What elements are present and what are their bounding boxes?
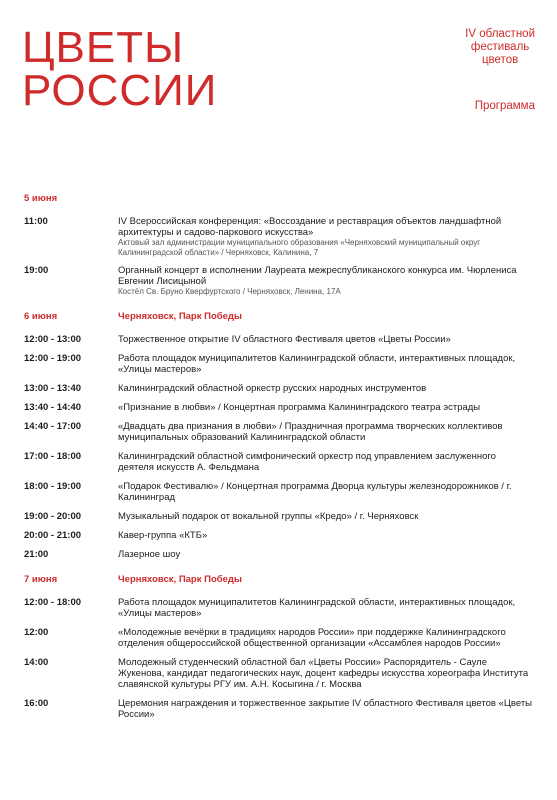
event-row: [24, 421, 534, 443]
event-title: Лазерное шоу: [118, 548, 181, 560]
logo-line-1: ЦВЕТЫ: [22, 23, 185, 72]
event-row: [24, 511, 534, 522]
event-row: [24, 334, 534, 345]
event-title: Работа площадок муниципалитетов Калининградской области, интерактивных площадок, «Улицы мастеров»: [118, 352, 516, 375]
event-time: 12:00 - 13:00: [24, 333, 82, 345]
event-time: 12:00 - 18:00: [24, 596, 82, 608]
event-row: [24, 383, 534, 394]
event-venue: Актовый зал администрации муниципального образования «Черняховский муниципальный округ Калининградской области» / Черняховск, Калинина, 7: [118, 238, 481, 257]
event-row: [24, 627, 534, 649]
event-venue: Костёл Св. Бруно Кверфуртского / Черняховск, Ленина, 17А: [118, 287, 341, 296]
festival-line-3: цветов: [481, 54, 519, 66]
event-row: [24, 216, 534, 257]
festival-line-1: IV областной: [465, 28, 535, 40]
event-row: [24, 530, 534, 541]
event-time: 19:00 - 20:00: [24, 510, 82, 522]
event-row: [24, 481, 534, 503]
event-title: «Двадцать два признания в любви» / Праздничная программа творческих коллективов муниципальных образований Калининградской области: [118, 420, 503, 443]
event-time: 16:00: [24, 697, 49, 709]
event-row: [24, 549, 534, 560]
program-label: Программа: [474, 100, 535, 112]
schedule: [24, 193, 534, 728]
event-time: 17:00 - 18:00: [24, 450, 82, 462]
event-title: Молодежный студенческий областной бал «Цветы России» Распорядитель - Сауле Жукенова, кандидат педагогических наук, доцент кафедры искусства хореографа Института славянской культуры РГУ им. А.Н. Косыгина / г. Москва: [118, 656, 529, 690]
day-header: [24, 574, 534, 585]
day-place: Черняховск, Парк Победы: [118, 573, 243, 585]
event-title: Торжественное открытие IV областного Фестиваля цветов «Цветы России»: [118, 333, 451, 345]
event-time: 21:00: [24, 548, 49, 560]
logo-line-2: РОССИИ: [22, 66, 218, 115]
event-time: 13:00 - 13:40: [24, 382, 82, 394]
event-row: [24, 265, 534, 297]
event-title: Органный концерт в исполнении Лауреата межреспубликанского конкурса им. Чюрлениса Евгении Лисицыной: [118, 265, 517, 287]
event-row: [24, 353, 534, 375]
event-time: 12:00 - 19:00: [24, 352, 82, 364]
event-time: 14:40 - 17:00: [24, 420, 82, 432]
event-title: Калининградский областной оркестр русских народных инструментов: [118, 382, 427, 394]
event-title: «Признание в любви» / Концертная программа Калининградского театра эстрады: [118, 401, 481, 413]
day-header: [24, 311, 534, 322]
event-row: [24, 657, 534, 690]
event-row: [24, 402, 534, 413]
festival-line-2: фестиваль: [470, 41, 530, 53]
event-time: 19:00: [24, 265, 49, 276]
day-date: 7 июня: [24, 573, 58, 585]
day-date: 5 июня: [24, 193, 58, 204]
event-title: Музыкальный подарок от вокальной группы «Кредо» / г. Черняховск: [118, 510, 419, 522]
event-title: «Подарок Фестивалю» / Концертная программа Дворца культуры железнодорожников / г. Калининград: [118, 480, 512, 503]
event-time: 20:00 - 21:00: [24, 529, 82, 541]
event-title: Кавер-группа «КТБ»: [118, 529, 208, 541]
event-row: [24, 698, 534, 720]
day-header: [24, 193, 534, 204]
event-row: [24, 597, 534, 619]
festival-logo: [22, 23, 218, 115]
event-time: 14:00: [24, 656, 49, 668]
event-title: Калининградский областной симфонический оркестр под управлением заслуженного деятеля искусств А. Фельдмана: [118, 450, 496, 473]
event-title: IV Всероссийская конференция: «Воссоздание и реставрация объектов ландшафтной архитектуры и садово-паркового искусства»: [118, 216, 502, 238]
event-title: «Молодежные вечёрки в традициях народов России» при поддержке Калининградского отделения общероссийской общественной организации «Ассамблея народов России»: [118, 626, 506, 649]
event-time: 11:00: [24, 216, 48, 227]
festival-subtitle: [465, 28, 535, 67]
day-place: Черняховск, Парк Победы: [118, 310, 243, 322]
event-title: Церемония награждения и торжественное закрытие IV областного Фестиваля цветов «Цветы России»: [118, 697, 532, 720]
event-time: 18:00 - 19:00: [24, 480, 82, 492]
event-time: 12:00: [24, 626, 49, 638]
event-time: 13:40 - 14:40: [24, 401, 82, 413]
event-title: Работа площадок муниципалитетов Калининградской области, интерактивных площадок, «Улицы мастеров»: [118, 596, 516, 619]
day-date: 6 июня: [24, 310, 58, 322]
event-row: [24, 451, 534, 473]
